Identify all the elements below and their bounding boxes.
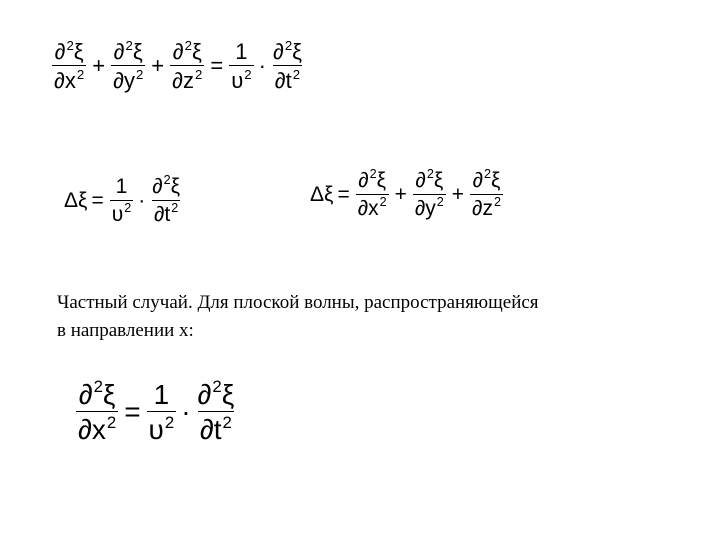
denominator: $\partial y^2$: [414, 195, 444, 221]
plus-sign: +: [92, 53, 106, 79]
laplacian-xi: Δξ: [310, 183, 334, 207]
numerator: ∂$^2$ξ: [472, 167, 501, 192]
denominator: $\partial t^2$: [199, 412, 232, 446]
denominator: $\partial y^2$: [113, 66, 144, 94]
fraction-d2xi-dx2: [52, 37, 86, 94]
paragraph-line-1: Частный случай. Для плоской волны, распространяющейся: [57, 292, 539, 313]
denominator: $\partial x^2$: [54, 66, 85, 94]
plus-sign: +: [451, 183, 465, 207]
denominator: $\partial t^2$: [153, 201, 179, 227]
plus-sign: +: [151, 53, 165, 79]
fraction-d2xi-dt2: [271, 37, 304, 94]
fraction-d2xi-dx2: [76, 377, 118, 446]
numerator: ∂$^2$ξ: [358, 167, 387, 192]
paragraph-line-2: в направлении x:: [57, 320, 194, 341]
denominator: $\partial z^2$: [172, 66, 203, 94]
denominator: $\upsilon^2$: [111, 201, 132, 227]
denominator: $\upsilon^2$: [231, 66, 252, 94]
special-case-paragraph: [57, 289, 677, 345]
denominator: $\partial x^2$: [78, 412, 117, 446]
numerator: ∂$^2$ξ: [415, 167, 444, 192]
numerator: ∂$^2$ξ: [78, 377, 116, 410]
numerator: ∂$^2$ξ: [54, 37, 84, 64]
plus-sign: +: [394, 183, 407, 207]
fraction-d2xi-dz2: [170, 37, 204, 94]
denominator: $\partial x^2$: [357, 195, 387, 221]
numerator: 1: [153, 379, 170, 410]
numerator: ∂$^2$ξ: [272, 37, 303, 64]
numerator: 1: [115, 175, 128, 198]
numerator: ∂$^2$ξ: [113, 37, 143, 64]
fraction-d2xi-dy2: [413, 167, 446, 221]
fraction-d2xi-dx2: [356, 167, 389, 221]
numerator: ∂$^2$ξ: [197, 377, 235, 410]
wave-equation-laplacian-form: [64, 173, 184, 227]
laplacian-xi: Δξ: [64, 189, 88, 213]
multiplication-dot: ·: [138, 189, 146, 213]
numerator: ∂$^2$ξ: [152, 173, 181, 198]
fraction-d2xi-dy2: [111, 37, 145, 94]
multiplication-dot: ·: [258, 53, 266, 79]
fraction-d2xi-dt2: [150, 173, 182, 227]
fraction-d2xi-dt2: [196, 377, 237, 446]
fraction-d2xi-dz2: [470, 167, 503, 221]
fraction-one-over-v2: [147, 380, 177, 445]
fraction-one-over-v2: [229, 40, 253, 92]
equals-sign: =: [124, 396, 141, 428]
numerator: 1: [235, 39, 248, 64]
plane-wave-equation: [74, 377, 238, 446]
equals-sign: =: [337, 183, 350, 207]
denominator: $\partial z^2$: [472, 195, 501, 221]
denominator: $\upsilon^2$: [148, 412, 175, 446]
equals-sign: =: [210, 53, 224, 79]
numerator: ∂$^2$ξ: [172, 37, 202, 64]
denominator: $\partial t^2$: [274, 66, 301, 94]
laplacian-definition: [310, 167, 505, 221]
equals-sign: =: [91, 189, 104, 213]
fraction-one-over-v2: [110, 176, 134, 226]
wave-equation-3d: [50, 37, 306, 94]
multiplication-dot: ·: [181, 396, 191, 428]
